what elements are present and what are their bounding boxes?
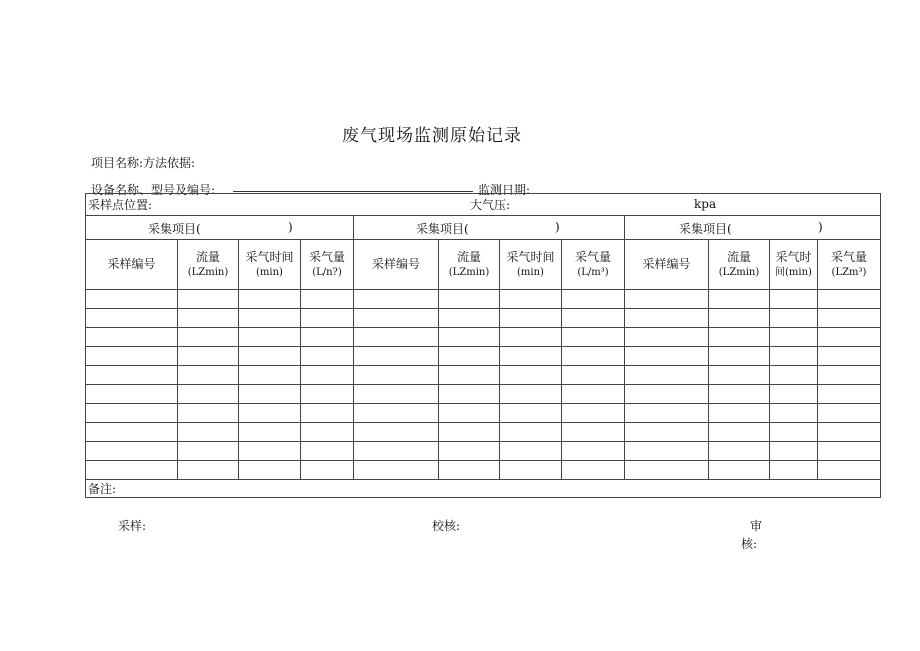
- table-cell[interactable]: [439, 290, 500, 309]
- table-cell[interactable]: [625, 290, 709, 309]
- table-cell[interactable]: [439, 309, 500, 328]
- table-cell[interactable]: [239, 423, 301, 442]
- col-header-unit: (L/n?): [312, 266, 342, 278]
- sampler-label: 采样:: [118, 519, 147, 533]
- table-cell[interactable]: [818, 423, 881, 442]
- table-cell[interactable]: [239, 309, 301, 328]
- table-cell[interactable]: [86, 423, 178, 442]
- group-header-3: [625, 216, 881, 240]
- table-cell[interactable]: [439, 442, 500, 461]
- table-row: [86, 423, 881, 442]
- table-cell[interactable]: [625, 461, 709, 480]
- table-cell[interactable]: [500, 290, 562, 309]
- monitor-date-label: 监测日期:: [478, 183, 531, 197]
- table-cell[interactable]: [86, 442, 178, 461]
- table-cell[interactable]: [239, 442, 301, 461]
- col-header-label: 采气时间: [245, 249, 294, 264]
- table-cell[interactable]: [439, 328, 500, 347]
- pressure-unit: kpa: [694, 197, 717, 211]
- group-2-label: 采集项目(: [416, 222, 469, 236]
- table-cell[interactable]: [625, 404, 709, 423]
- table-cell[interactable]: [439, 404, 500, 423]
- table-row: [86, 385, 881, 404]
- table-cell[interactable]: [562, 309, 625, 328]
- table-cell[interactable]: [500, 442, 562, 461]
- table-cell[interactable]: [178, 423, 239, 442]
- group-1-close: ): [288, 220, 293, 234]
- table-cell[interactable]: [770, 442, 818, 461]
- table-cell[interactable]: [562, 328, 625, 347]
- table-cell[interactable]: [354, 461, 439, 480]
- col-header-unit: (LZmin): [448, 266, 490, 278]
- col-header-label: 采气时间: [506, 249, 555, 264]
- table-cell[interactable]: [770, 347, 818, 366]
- col-header-unit: 间(min): [775, 266, 812, 278]
- table-cell[interactable]: [770, 461, 818, 480]
- table-cell[interactable]: [818, 366, 881, 385]
- equipment-label: 设备名称、型号及编号:: [91, 183, 216, 197]
- col-header-unit: (LZmin): [718, 266, 760, 278]
- col-header-sample-no: [354, 240, 439, 290]
- group-2-close: ): [555, 220, 560, 234]
- table-cell[interactable]: [500, 385, 562, 404]
- table-cell[interactable]: [301, 461, 354, 480]
- col-header-volume: [301, 240, 354, 290]
- table-row: [86, 309, 881, 328]
- table-cell[interactable]: [354, 423, 439, 442]
- project-method-label: 项目名称:方法依据:: [91, 156, 196, 170]
- table-cell[interactable]: [439, 366, 500, 385]
- table-cell[interactable]: [354, 309, 439, 328]
- table-cell[interactable]: [500, 461, 562, 480]
- table-cell[interactable]: [770, 366, 818, 385]
- col-header-label: 采样编号: [371, 257, 420, 271]
- table-cell[interactable]: [439, 423, 500, 442]
- col-header-label: 流量: [726, 249, 751, 264]
- table-cell[interactable]: [86, 366, 178, 385]
- col-header-label: 采气量: [308, 249, 345, 264]
- col-header-label: 流量: [195, 249, 220, 264]
- table-cell[interactable]: [86, 461, 178, 480]
- col-header-time: [770, 240, 818, 290]
- col-header-sample-no: [86, 240, 178, 290]
- table-cell[interactable]: [818, 461, 881, 480]
- table-cell[interactable]: [500, 347, 562, 366]
- table-cell[interactable]: [709, 347, 770, 366]
- group-header-2: [354, 216, 625, 240]
- table-cell[interactable]: [86, 328, 178, 347]
- col-header-flow: [709, 240, 770, 290]
- location-row: [86, 194, 881, 216]
- table-cell[interactable]: [439, 347, 500, 366]
- table-cell[interactable]: [301, 423, 354, 442]
- table-cell[interactable]: [178, 461, 239, 480]
- table-cell[interactable]: [301, 442, 354, 461]
- table-cell[interactable]: [709, 442, 770, 461]
- table-cell[interactable]: [301, 404, 354, 423]
- table-cell[interactable]: [818, 328, 881, 347]
- table-cell[interactable]: [301, 347, 354, 366]
- table-cell[interactable]: [770, 423, 818, 442]
- table-cell[interactable]: [562, 385, 625, 404]
- table-cell[interactable]: [709, 290, 770, 309]
- remarks-cell: [86, 480, 881, 498]
- table-cell[interactable]: [625, 442, 709, 461]
- table-cell[interactable]: [354, 366, 439, 385]
- table-cell[interactable]: [354, 385, 439, 404]
- col-header-label: 采气量: [830, 249, 867, 264]
- table-cell[interactable]: [500, 366, 562, 385]
- table-row: [86, 461, 881, 480]
- remarks-label: 备注:: [88, 482, 117, 496]
- reviewer-label-line2: 核:: [741, 537, 758, 551]
- table-cell[interactable]: [562, 366, 625, 385]
- table-cell[interactable]: [239, 366, 301, 385]
- table-row: [86, 290, 881, 309]
- table-cell[interactable]: [86, 290, 178, 309]
- table-cell[interactable]: [709, 461, 770, 480]
- table-cell[interactable]: [709, 328, 770, 347]
- table-cell[interactable]: [562, 423, 625, 442]
- table-cell[interactable]: [239, 347, 301, 366]
- table-cell[interactable]: [818, 385, 881, 404]
- col-header-time: [500, 240, 562, 290]
- table-cell[interactable]: [625, 347, 709, 366]
- column-header-row: [86, 240, 881, 290]
- remarks-row: [86, 480, 881, 498]
- table-cell[interactable]: [354, 442, 439, 461]
- sampling-location-label: 采样点位置:: [88, 198, 153, 212]
- reviewer-label-line1: 审: [750, 519, 763, 533]
- table-cell[interactable]: [625, 309, 709, 328]
- table-cell[interactable]: [301, 290, 354, 309]
- table-cell[interactable]: [818, 290, 881, 309]
- table-cell[interactable]: [562, 290, 625, 309]
- col-header-volume: [562, 240, 625, 290]
- table-row: [86, 404, 881, 423]
- group-1-label: 采集项目(: [148, 222, 201, 236]
- table-cell[interactable]: [709, 404, 770, 423]
- col-header-label: 采样编号: [642, 257, 691, 271]
- col-header-label: 采样编号: [107, 257, 156, 271]
- table-cell[interactable]: [770, 385, 818, 404]
- table-cell[interactable]: [818, 404, 881, 423]
- table-cell[interactable]: [178, 385, 239, 404]
- group-3-close: ): [818, 220, 823, 234]
- table-cell[interactable]: [239, 328, 301, 347]
- group-header-row: [86, 216, 881, 240]
- table-row: [86, 328, 881, 347]
- table-cell[interactable]: [709, 423, 770, 442]
- col-header-label: 采气时: [775, 249, 812, 264]
- col-header-time: [239, 240, 301, 290]
- table-cell[interactable]: [770, 404, 818, 423]
- col-header-unit: (min): [256, 266, 283, 278]
- col-header-label: 采气量: [574, 249, 611, 264]
- table-cell[interactable]: [770, 328, 818, 347]
- table-cell[interactable]: [354, 328, 439, 347]
- table-cell[interactable]: [709, 366, 770, 385]
- col-header-unit: (min): [517, 266, 544, 278]
- table-cell[interactable]: [86, 347, 178, 366]
- col-header-flow: [178, 240, 239, 290]
- table-cell[interactable]: [625, 366, 709, 385]
- col-header-unit: (L/m³): [577, 266, 609, 278]
- table-cell[interactable]: [500, 404, 562, 423]
- table-cell[interactable]: [818, 347, 881, 366]
- col-header-flow: [439, 240, 500, 290]
- table-row: [86, 442, 881, 461]
- table-cell[interactable]: [178, 309, 239, 328]
- table-cell[interactable]: [709, 385, 770, 404]
- table-cell[interactable]: [709, 309, 770, 328]
- table-cell[interactable]: [562, 442, 625, 461]
- table-cell[interactable]: [301, 309, 354, 328]
- equipment-underline: [233, 191, 473, 192]
- table-cell[interactable]: [301, 385, 354, 404]
- table-cell[interactable]: [562, 347, 625, 366]
- table-cell[interactable]: [625, 423, 709, 442]
- table-cell[interactable]: [178, 404, 239, 423]
- table-cell[interactable]: [86, 385, 178, 404]
- table-cell[interactable]: [625, 328, 709, 347]
- table-cell[interactable]: [818, 309, 881, 328]
- table-cell[interactable]: [500, 309, 562, 328]
- table-cell[interactable]: [562, 404, 625, 423]
- table-cell[interactable]: [439, 385, 500, 404]
- data-rows: [86, 290, 881, 480]
- table-cell[interactable]: [625, 385, 709, 404]
- table-cell[interactable]: [178, 328, 239, 347]
- table-row: [86, 347, 881, 366]
- group-3-label: 采集项目(: [679, 222, 732, 236]
- table-cell[interactable]: [239, 290, 301, 309]
- table-cell[interactable]: [178, 347, 239, 366]
- table-cell[interactable]: [178, 442, 239, 461]
- table-cell[interactable]: [770, 290, 818, 309]
- table-cell[interactable]: [770, 309, 818, 328]
- table-cell[interactable]: [178, 290, 239, 309]
- pressure-label: 大气压:: [470, 198, 511, 212]
- table-cell[interactable]: [562, 461, 625, 480]
- table-cell[interactable]: [301, 366, 354, 385]
- table-cell[interactable]: [439, 461, 500, 480]
- table-cell[interactable]: [239, 404, 301, 423]
- col-header-unit: (LZmin): [187, 266, 229, 278]
- location-cell: [86, 194, 881, 216]
- col-header-volume: [818, 240, 881, 290]
- table-cell[interactable]: [354, 404, 439, 423]
- table-cell[interactable]: [239, 461, 301, 480]
- col-header-sample-no: [625, 240, 709, 290]
- group-header-1: [86, 216, 354, 240]
- table-row: [86, 366, 881, 385]
- col-header-unit: (LZm³): [831, 266, 867, 278]
- table-cell[interactable]: [500, 423, 562, 442]
- page-title: 废气现场监测原始记录: [342, 126, 522, 146]
- table-cell[interactable]: [818, 442, 881, 461]
- table-cell[interactable]: [354, 347, 439, 366]
- table-cell[interactable]: [500, 328, 562, 347]
- table-cell[interactable]: [86, 404, 178, 423]
- table-cell[interactable]: [178, 366, 239, 385]
- sampling-record-table: [85, 193, 881, 498]
- table-cell[interactable]: [239, 385, 301, 404]
- table-cell[interactable]: [86, 309, 178, 328]
- col-header-label: 流量: [456, 249, 481, 264]
- table-cell[interactable]: [301, 328, 354, 347]
- checker-label: 校核:: [432, 519, 461, 533]
- table-cell[interactable]: [354, 290, 439, 309]
